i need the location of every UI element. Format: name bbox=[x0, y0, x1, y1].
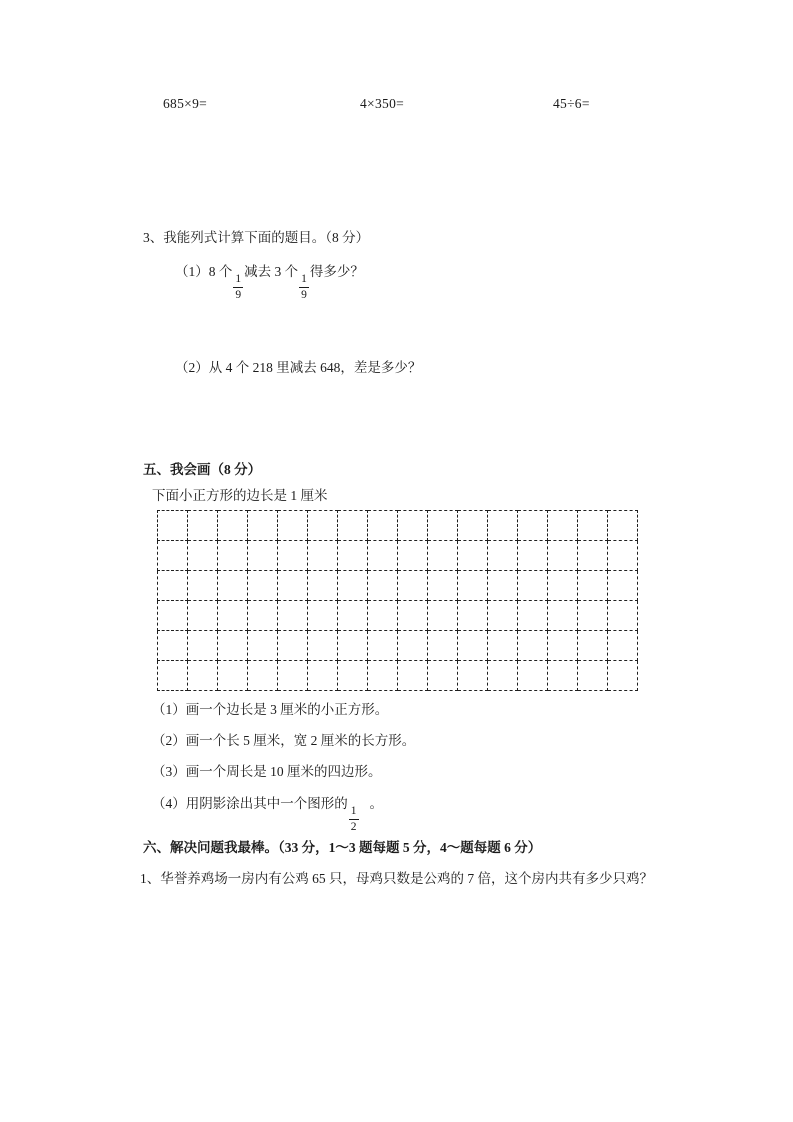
grid-cell[interactable] bbox=[248, 511, 278, 541]
horizontal-calculation-strip bbox=[0, 96, 793, 118]
grid-cell[interactable] bbox=[308, 601, 338, 631]
section-five-task-4-label: （4） bbox=[152, 796, 186, 811]
grid-cell[interactable] bbox=[518, 661, 548, 691]
written-calc-item-2-text: 从 4 个 218 里减去 648，差是多少？ bbox=[208, 360, 422, 375]
section-five-task-2-text: 画一个长 5 厘米，宽 2 厘米的长方形。 bbox=[185, 733, 416, 748]
fraction-numerator: 1 bbox=[233, 273, 243, 287]
grid-cell[interactable] bbox=[548, 661, 578, 691]
grid-cell[interactable] bbox=[428, 601, 458, 631]
grid-cell[interactable] bbox=[428, 571, 458, 601]
section-six-problem-1-text: 华誉养鸡场一房内有公鸡 65 只，母鸡只数是公鸡的 7 倍，这个房内共有多少只鸡？ bbox=[160, 871, 653, 886]
grid-cell[interactable] bbox=[518, 571, 548, 601]
written-calc-item-1-after: 得多少？ bbox=[309, 264, 364, 279]
section-five-task-3 bbox=[152, 762, 382, 782]
grid-cell[interactable] bbox=[458, 601, 488, 631]
section-five-task-2 bbox=[152, 731, 415, 751]
grid-cell[interactable] bbox=[188, 631, 218, 661]
grid-cell[interactable] bbox=[218, 571, 248, 601]
grid-cell[interactable] bbox=[338, 661, 368, 691]
grid-cell[interactable] bbox=[578, 601, 608, 631]
section-five-task-2-label: （2） bbox=[152, 733, 186, 748]
written-calc-number: 3、 bbox=[143, 230, 164, 245]
grid-cell[interactable] bbox=[278, 661, 308, 691]
fraction-denominator: 9 bbox=[235, 288, 242, 301]
grid-cell[interactable] bbox=[368, 541, 398, 571]
grid-cell[interactable] bbox=[398, 601, 428, 631]
grid-cell[interactable] bbox=[428, 511, 458, 541]
grid-cell[interactable] bbox=[488, 541, 518, 571]
grid-cell[interactable] bbox=[188, 661, 218, 691]
section-six-heading: 六、解决问题我最棒。（33 分，1～3 题每题 5 分，4～题每题 6 分） bbox=[143, 840, 542, 855]
grid-cell[interactable] bbox=[158, 511, 188, 541]
grid-cell[interactable] bbox=[158, 541, 188, 571]
section-five-task-1-label: （1） bbox=[152, 702, 186, 717]
grid-cell[interactable] bbox=[578, 511, 608, 541]
grid-cell[interactable] bbox=[248, 631, 278, 661]
fraction-one-half bbox=[349, 805, 359, 833]
section-five-task-4-before: 用阴影涂出其中一个图形的 bbox=[185, 796, 348, 811]
grid-cell[interactable] bbox=[518, 601, 548, 631]
grid-cell[interactable] bbox=[248, 661, 278, 691]
grid-cell[interactable] bbox=[458, 631, 488, 661]
grid-cell[interactable] bbox=[518, 511, 548, 541]
grid-cell[interactable] bbox=[278, 631, 308, 661]
grid-cell[interactable] bbox=[608, 601, 638, 631]
grid-cell[interactable] bbox=[428, 631, 458, 661]
written-calc-item-1-middle: 减去 3 个 bbox=[244, 264, 299, 279]
fraction-one-ninth-b bbox=[299, 273, 309, 301]
grid-body bbox=[158, 511, 638, 691]
table-row bbox=[158, 511, 638, 541]
grid-cell[interactable] bbox=[368, 661, 398, 691]
grid-cell[interactable] bbox=[338, 541, 368, 571]
section-five-task-3-text: 画一个周长是 10 厘米的四边形。 bbox=[185, 764, 382, 779]
grid-cell[interactable] bbox=[278, 571, 308, 601]
grid-cell[interactable] bbox=[398, 661, 428, 691]
section-five-task-3-label: （3） bbox=[152, 764, 186, 779]
written-calc-item-2 bbox=[175, 358, 421, 378]
grid-cell[interactable] bbox=[548, 601, 578, 631]
fraction-denominator: 9 bbox=[301, 288, 307, 301]
table-row bbox=[158, 541, 638, 571]
fraction-numerator: 1 bbox=[299, 273, 309, 287]
written-calc-item-1-before: 8 个 bbox=[208, 264, 233, 279]
written-calc-heading bbox=[143, 228, 369, 248]
grid-cell[interactable] bbox=[308, 511, 338, 541]
table-row bbox=[158, 571, 638, 601]
grid-cell[interactable] bbox=[278, 511, 308, 541]
grid-cell[interactable] bbox=[608, 631, 638, 661]
section-five-task-1-text: 画一个边长是 3 厘米的小正方形。 bbox=[185, 702, 389, 717]
grid-cell[interactable] bbox=[248, 541, 278, 571]
grid-cell[interactable] bbox=[308, 661, 338, 691]
grid-cell[interactable] bbox=[488, 571, 518, 601]
grid-cell[interactable] bbox=[188, 571, 218, 601]
grid-cell[interactable] bbox=[608, 571, 638, 601]
calc-problem-3: 45÷6= bbox=[553, 96, 590, 111]
grid-cell[interactable] bbox=[338, 571, 368, 601]
grid-cell[interactable] bbox=[368, 601, 398, 631]
grid-cell[interactable] bbox=[548, 541, 578, 571]
grid-cell[interactable] bbox=[458, 511, 488, 541]
grid-cell[interactable] bbox=[398, 631, 428, 661]
grid-cell[interactable] bbox=[278, 541, 308, 571]
grid-cell[interactable] bbox=[218, 511, 248, 541]
section-five-task-1 bbox=[152, 700, 388, 720]
grid-cell[interactable] bbox=[398, 571, 428, 601]
grid-cell[interactable] bbox=[488, 631, 518, 661]
grid-cell[interactable] bbox=[338, 631, 368, 661]
grid-cell[interactable] bbox=[488, 661, 518, 691]
fraction-denominator: 2 bbox=[350, 820, 357, 833]
grid-cell[interactable] bbox=[548, 511, 578, 541]
grid-cell[interactable] bbox=[158, 571, 188, 601]
grid-cell[interactable] bbox=[248, 571, 278, 601]
grid-cell[interactable] bbox=[608, 541, 638, 571]
grid-cell[interactable] bbox=[578, 541, 608, 571]
grid-cell[interactable] bbox=[608, 511, 638, 541]
grid-cell[interactable] bbox=[248, 601, 278, 631]
grid-cell[interactable] bbox=[278, 601, 308, 631]
grid-cell[interactable] bbox=[488, 601, 518, 631]
grid-cell[interactable] bbox=[458, 541, 488, 571]
grid-cell[interactable] bbox=[398, 541, 428, 571]
grid-cell[interactable] bbox=[218, 661, 248, 691]
grid-cell[interactable] bbox=[608, 661, 638, 691]
section-five-instruction: 下面小正方形的边长是 1 厘米 bbox=[152, 488, 328, 503]
section-six-problem-1-label: 1、 bbox=[140, 871, 161, 886]
grid-cell[interactable] bbox=[578, 631, 608, 661]
calc-problem-1: 685×9= bbox=[163, 96, 208, 111]
grid-cell[interactable] bbox=[218, 601, 248, 631]
section-five-task-4 bbox=[152, 794, 383, 833]
table-row bbox=[158, 631, 638, 661]
grid-cell[interactable] bbox=[428, 661, 458, 691]
grid-cell[interactable] bbox=[338, 511, 368, 541]
drawing-grid[interactable] bbox=[157, 510, 638, 691]
table-row bbox=[158, 661, 638, 691]
fraction-one-ninth-a bbox=[233, 273, 243, 301]
grid-cell[interactable] bbox=[518, 631, 548, 661]
section-five-task-4-after: 。 bbox=[369, 796, 383, 811]
written-calc-heading-text: 我能列式计算下面的题目。（8 分） bbox=[163, 230, 370, 245]
written-calc-item-1 bbox=[175, 262, 364, 301]
section-five-heading: 五、我会画（8 分） bbox=[143, 462, 262, 477]
grid-cell[interactable] bbox=[218, 631, 248, 661]
grid-cell[interactable] bbox=[428, 541, 458, 571]
table-row bbox=[158, 601, 638, 631]
grid-cell[interactable] bbox=[488, 511, 518, 541]
fraction-numerator: 1 bbox=[349, 805, 359, 819]
grid-cell[interactable] bbox=[518, 541, 548, 571]
grid-cell[interactable] bbox=[308, 571, 338, 601]
grid-cell[interactable] bbox=[458, 661, 488, 691]
calc-problem-2: 4×350= bbox=[360, 96, 405, 111]
grid-table[interactable] bbox=[157, 510, 638, 691]
grid-cell[interactable] bbox=[368, 571, 398, 601]
grid-cell[interactable] bbox=[188, 601, 218, 631]
grid-cell[interactable] bbox=[188, 511, 218, 541]
grid-cell[interactable] bbox=[368, 631, 398, 661]
grid-cell[interactable] bbox=[308, 631, 338, 661]
grid-cell[interactable] bbox=[188, 541, 218, 571]
grid-cell[interactable] bbox=[548, 631, 578, 661]
grid-cell[interactable] bbox=[548, 571, 578, 601]
grid-cell[interactable] bbox=[308, 541, 338, 571]
grid-cell[interactable] bbox=[578, 661, 608, 691]
grid-cell[interactable] bbox=[338, 601, 368, 631]
written-calc-item-1-label: （1） bbox=[175, 264, 209, 279]
grid-cell[interactable] bbox=[368, 511, 398, 541]
grid-cell[interactable] bbox=[158, 631, 188, 661]
grid-cell[interactable] bbox=[398, 511, 428, 541]
section-six-problem-1 bbox=[110, 866, 690, 892]
grid-cell[interactable] bbox=[578, 571, 608, 601]
grid-cell[interactable] bbox=[458, 571, 488, 601]
written-calc-item-2-label: （2） bbox=[175, 360, 209, 375]
grid-cell[interactable] bbox=[158, 661, 188, 691]
grid-cell[interactable] bbox=[158, 601, 188, 631]
grid-cell[interactable] bbox=[218, 541, 248, 571]
